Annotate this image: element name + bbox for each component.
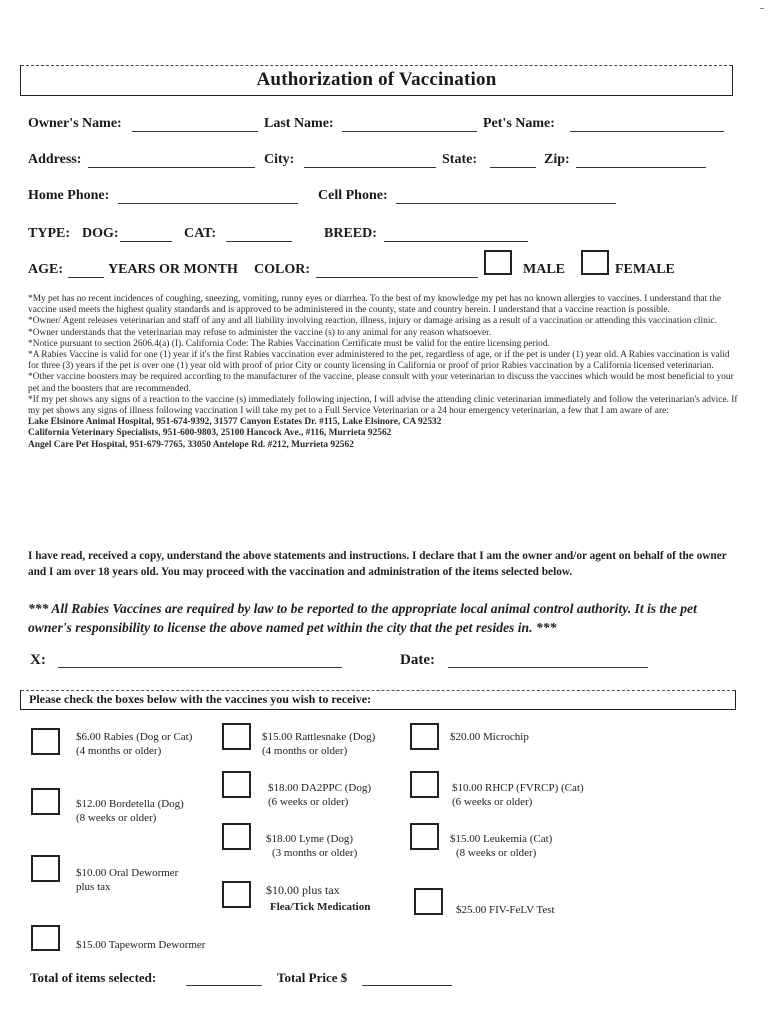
note-item: *My pet has no recent incidences of coughing, sneezing, vomiting, runny eyes or diarrhea. To the best of my knowledge my pet has no known allergies to vaccines. I understand that the vaccine used meets the highest quality standards and is approved to be administered in the county, state and country herein. I understand that a vaccine reaction is possible. <box>28 294 722 316</box>
lyme-label: $18.00 Lyme (Dog) <box>266 833 354 845</box>
type-row <box>28 226 740 248</box>
rattlesnake-age: (4 months or older) <box>262 745 348 757</box>
totals-row <box>30 970 156 986</box>
microchip-label: $20.00 Microchip <box>450 731 529 743</box>
form-title: Authorization of Vaccination <box>256 69 497 90</box>
total-price-group <box>277 970 347 986</box>
da2ppc-option <box>268 781 371 809</box>
fiv-felv-checkbox[interactable] <box>414 888 443 915</box>
state-field[interactable] <box>490 152 536 168</box>
terms-notes <box>28 294 740 451</box>
rabies-age: (4 months or older) <box>76 745 162 757</box>
rabies-label: $6.00 Rabies (Dog or Cat) <box>76 731 193 743</box>
cat-label: CAT: <box>184 226 217 241</box>
rhcp-age: (6 weeks or older) <box>452 796 533 808</box>
note-item: *Notice pursuant to section 2606.4(a) (I). California Code: The Rabies Vaccination Certificate must be valid for the entire licensing period. <box>28 338 550 349</box>
bordetella-age: (8 weeks or older) <box>76 812 157 824</box>
female-checkbox[interactable] <box>581 250 609 275</box>
note-item: *Owner/ Agent releases veterinarian and staff of any and all liability involving reaction, illness, injury or damage arising as a result of a vaccination or attending this vaccination clinic. <box>28 316 717 327</box>
note-item: *Other vaccine boosters may be required according to the manufacturer of the vaccine, please consult with your veterinarian to discuss the vaccines which would be most beneficial to your pet and the boosters that are recommended. <box>28 372 734 394</box>
hospital-item: Angel Care Pet Hospital, 951-679-7765, 33050 Antelope Rd. #212, Murrieta 92562 <box>28 439 354 450</box>
breed-field[interactable] <box>384 226 528 242</box>
age-row <box>28 262 740 284</box>
age-label: AGE: <box>28 262 63 277</box>
oral-dewormer-checkbox[interactable] <box>31 855 60 882</box>
pets-name-field[interactable] <box>570 116 724 132</box>
last-name-field[interactable] <box>342 116 477 132</box>
oral-dewormer-tax: plus tax <box>76 881 111 893</box>
rhcp-checkbox[interactable] <box>410 771 439 798</box>
tapeworm-option <box>76 938 205 952</box>
date-field[interactable] <box>448 652 648 668</box>
total-price-field[interactable] <box>362 970 452 986</box>
check-instruction-box <box>20 690 736 710</box>
title-box <box>20 65 733 96</box>
oral-dewormer-option <box>76 866 178 894</box>
rattlesnake-option <box>262 730 375 758</box>
zip-label: Zip: <box>544 152 570 167</box>
last-name-label: Last Name: <box>264 116 334 131</box>
rhcp-label: $10.00 RHCP (FVRCP) (Cat) <box>452 782 584 794</box>
age-field[interactable] <box>68 262 104 278</box>
home-phone-field[interactable] <box>118 188 298 204</box>
flea-tick-price: $10.00 plus tax <box>266 883 340 897</box>
hospital-item: Lake Elsinore Animal Hospital, 951-674-9392, 31577 Canyon Estates Dr. #115, Lake Elsinore, CA 92532 <box>28 417 442 428</box>
home-phone-label: Home Phone: <box>28 188 110 203</box>
rabies-checkbox[interactable] <box>31 728 60 755</box>
leukemia-option <box>450 832 552 860</box>
signature-x-label: X: <box>30 652 46 668</box>
total-price-label: Total Price $ <box>277 970 348 985</box>
tapeworm-checkbox[interactable] <box>31 925 60 951</box>
note-item: *A Rabies Vaccine is valid for one (1) year if it's the first Rabies vaccination ever administered to the pet, regardless of age, or if the pet is under (1) year old. A Rabies vaccination is valid for three (3) years if the pet is over one (1) year old with proof of prior City or county licensing in California or proof of prior Rabies vaccination by a California licensed veterinarian. <box>28 350 730 372</box>
cat-field[interactable] <box>226 226 292 242</box>
years-or-month-label: YEARS OR MONTH <box>108 262 238 277</box>
total-items-field[interactable] <box>186 970 262 986</box>
pets-name-label: Pet's Name: <box>483 116 555 131</box>
dog-label: DOG: <box>82 226 119 241</box>
bordetella-label: $12.00 Bordetella (Dog) <box>76 798 184 810</box>
da2ppc-age: (6 weeks or older) <box>268 796 349 808</box>
state-label: State: <box>442 152 477 167</box>
total-items-label: Total of items selected: <box>30 970 157 985</box>
owners-name-field[interactable] <box>132 116 258 132</box>
leukemia-age: (8 weeks or older) <box>456 847 537 859</box>
microchip-option <box>450 730 529 744</box>
rabies-option <box>76 730 192 758</box>
leukemia-label: $15.00 Leukemia (Cat) <box>450 833 553 845</box>
color-label: COLOR: <box>254 262 310 277</box>
female-label: FEMALE <box>615 262 675 277</box>
rattlesnake-label: $15.00 Rattlesnake (Dog) <box>262 731 376 743</box>
owners-name-label: Owner's Name: <box>28 116 122 131</box>
da2ppc-checkbox[interactable] <box>222 771 251 798</box>
breed-label: BREED: <box>324 226 377 241</box>
male-checkbox[interactable] <box>484 250 512 275</box>
flea-tick-checkbox[interactable] <box>222 881 251 908</box>
rabies-notice: *** All Rabies Vaccines are required by law to be reported to the appropriate local animal control authority. It is the pet owner's responsibility to license the above named pet within the city that the pet resides in. *** <box>28 601 697 635</box>
oral-dewormer-label: $10.00 Oral Dewormer <box>76 867 179 879</box>
date-label: Date: <box>400 652 435 668</box>
cell-phone-field[interactable] <box>396 188 616 204</box>
declaration: I have read, received a copy, understand the above statements and instructions. I declare that I am the owner and/or agent on behalf of the owner and I am over 18 years old. You may proceed with the vaccination and administration of the items selected below. <box>28 550 727 578</box>
lyme-checkbox[interactable] <box>222 823 251 850</box>
tapeworm-label: $15.00 Tapeworm Dewormer <box>76 939 206 951</box>
fiv-felv-option <box>456 903 555 917</box>
phone-row <box>28 188 740 210</box>
bordetella-option <box>76 797 184 825</box>
flea-tick-option <box>266 883 370 914</box>
address-label: Address: <box>28 152 82 167</box>
type-label: TYPE: <box>28 226 70 241</box>
address-field[interactable] <box>88 152 255 168</box>
leukemia-checkbox[interactable] <box>410 823 439 850</box>
lyme-option <box>266 832 357 860</box>
cell-phone-label: Cell Phone: <box>318 188 388 203</box>
microchip-checkbox[interactable] <box>410 723 439 750</box>
owner-row <box>28 116 740 138</box>
note-item: *If my pet shows any signs of a reaction to the vaccine (s) immediately following injection, I will advise the attending clinic veterinarian immediately and follow the veterinarian's advice. If my pet shows any signs of illness following vaccination I will take my pet to a Full Service Veterinarian or a 24 hour emergency veterinarian, a few that I am aware of are: <box>28 394 738 417</box>
scan-artifact <box>760 8 764 9</box>
note-item: *Owner understands that the veterinarian may refuse to administer the vaccine (s) to any animal for any reason whatsoever. <box>28 327 492 338</box>
flea-tick-label: Flea/Tick Medication <box>270 901 371 913</box>
dog-field[interactable] <box>120 226 172 242</box>
lyme-age: (3 months or older) <box>272 847 358 859</box>
city-field[interactable] <box>304 152 436 168</box>
city-label: City: <box>264 152 295 167</box>
address-row <box>28 152 740 174</box>
bordetella-checkbox[interactable] <box>31 788 60 815</box>
hospital-item: California Veterinary Specialists, 951-600-9803, 25100 Hancock Ave., #116, Murrieta 92562 <box>28 428 392 439</box>
da2ppc-label: $18.00 DA2PPC (Dog) <box>268 782 371 794</box>
rhcp-option <box>452 781 584 809</box>
fiv-felv-label: $25.00 FIV-FeLV Test <box>456 904 555 916</box>
rattlesnake-checkbox[interactable] <box>222 723 251 750</box>
zip-field[interactable] <box>576 152 706 168</box>
male-label: MALE <box>523 262 565 277</box>
check-instruction: Please check the boxes below with the vaccines you wish to receive: <box>29 692 372 706</box>
signature-field[interactable] <box>58 652 342 668</box>
color-field[interactable] <box>316 262 478 278</box>
